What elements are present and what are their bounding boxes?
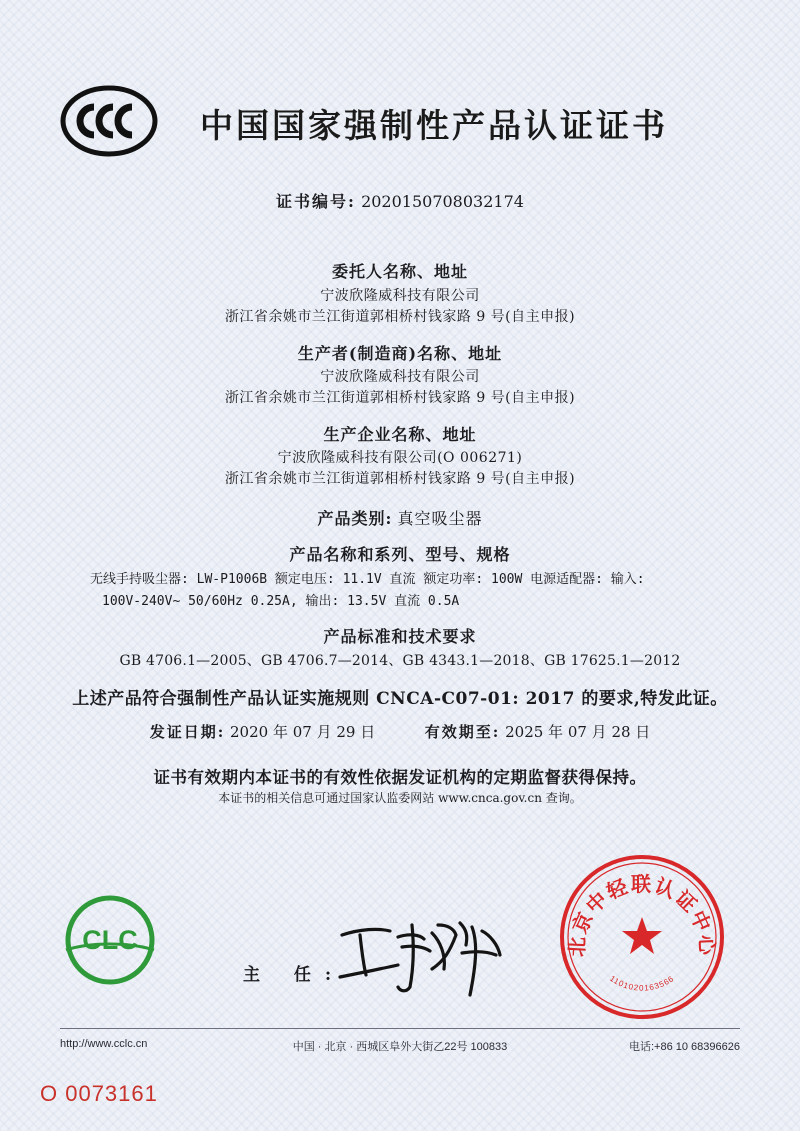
standards-heading: 产品标准和技术要求: [323, 627, 477, 646]
standards-value: GB 4706.1—2005、GB 4706.7—2014、GB 4343.1—2018、GB 17625.1—2012: [119, 653, 681, 669]
category-label: 产品类别:: [317, 509, 393, 528]
certification-seal: [558, 853, 726, 1021]
footer-divider: [60, 1028, 740, 1029]
client-address: 浙江省余姚市兰江街道郭相桥村钱家路 9 号(自主申报): [224, 309, 576, 325]
factory-heading: 生产企业名称、地址: [323, 425, 477, 444]
manufacturer-heading: 生产者(制造商)名称、地址: [297, 344, 503, 363]
product-spec-line-2: 100V-240V~ 50/60Hz 0.25A, 输出: 13.5V 直流 0.5A: [102, 594, 460, 609]
manufacturer-address: 浙江省余姚市兰江街道郭相桥村钱家路 9 号(自主申报): [224, 390, 576, 406]
compliance-statement: 上述产品符合强制性产品认证实施规则 CNCA-C07-01: 2017 的要求,特发此证。: [72, 689, 728, 709]
category-value: 真空吸尘器: [397, 509, 483, 528]
product-heading: 产品名称和系列、型号、规格: [289, 545, 511, 564]
certificate-number: [0, 189, 800, 212]
product-category: [0, 506, 800, 529]
svg-text:1101020163566: [608, 974, 676, 993]
seal-code-text: 1101020163566: [608, 973, 676, 993]
ccc-logo-icon: [60, 85, 158, 157]
validity-note: 证书有效期内本证书的有效性依据发证机构的定期监督获得保持。: [153, 768, 647, 787]
seal-star-icon: [622, 917, 662, 954]
footer-address: 中国 · 北京 · 西城区阜外大街乙22号 100833: [292, 1041, 508, 1053]
factory-address: 浙江省余姚市兰江街道郭相桥村钱家路 9 号(自主申报): [224, 471, 576, 487]
clc-logo-text: CLC: [82, 925, 138, 955]
director-signature: [320, 895, 520, 1005]
client-name: 宁波欣隆威科技有限公司: [320, 288, 480, 304]
serial-number: O 0073161: [40, 1081, 158, 1106]
dates-row: [0, 721, 800, 742]
manufacturer-name: 宁波欣隆威科技有限公司: [320, 369, 480, 385]
clc-logo-icon: [62, 892, 158, 988]
expiry-date-value: 2025 年 07 月 28 日: [505, 723, 651, 741]
certificate-title: 中国国家强制性产品认证证书: [200, 106, 668, 145]
director-label: 主 任:: [243, 965, 346, 985]
footer-phone: 电话:+86 10 68396626: [628, 1041, 740, 1053]
certificate-number-value: 2020150708032174: [361, 192, 524, 211]
issue-date-value: 2020 年 07 月 29 日: [230, 723, 376, 741]
issue-date-label: 发证日期:: [149, 723, 226, 741]
client-heading: 委托人名称、地址: [331, 262, 468, 281]
expiry-date-label: 有效期至:: [424, 723, 501, 741]
query-note: 本证书的相关信息可通过国家认监委网站 www.cnca.gov.cn 查询。: [218, 791, 582, 805]
seal-org-text: 北京中轻联认证中心: [564, 872, 720, 958]
factory-name: 宁波欣隆威科技有限公司(O 006271): [277, 450, 523, 466]
footer-website: http://www.cclc.cn: [60, 1038, 148, 1050]
certificate-number-label: 证书编号:: [276, 192, 356, 211]
product-spec-line-1: 无线手持吸尘器: LW-P1006B 额定电压: 11.1V 直流 额定功率: 100W 电源适配器: 输入:: [90, 572, 645, 587]
